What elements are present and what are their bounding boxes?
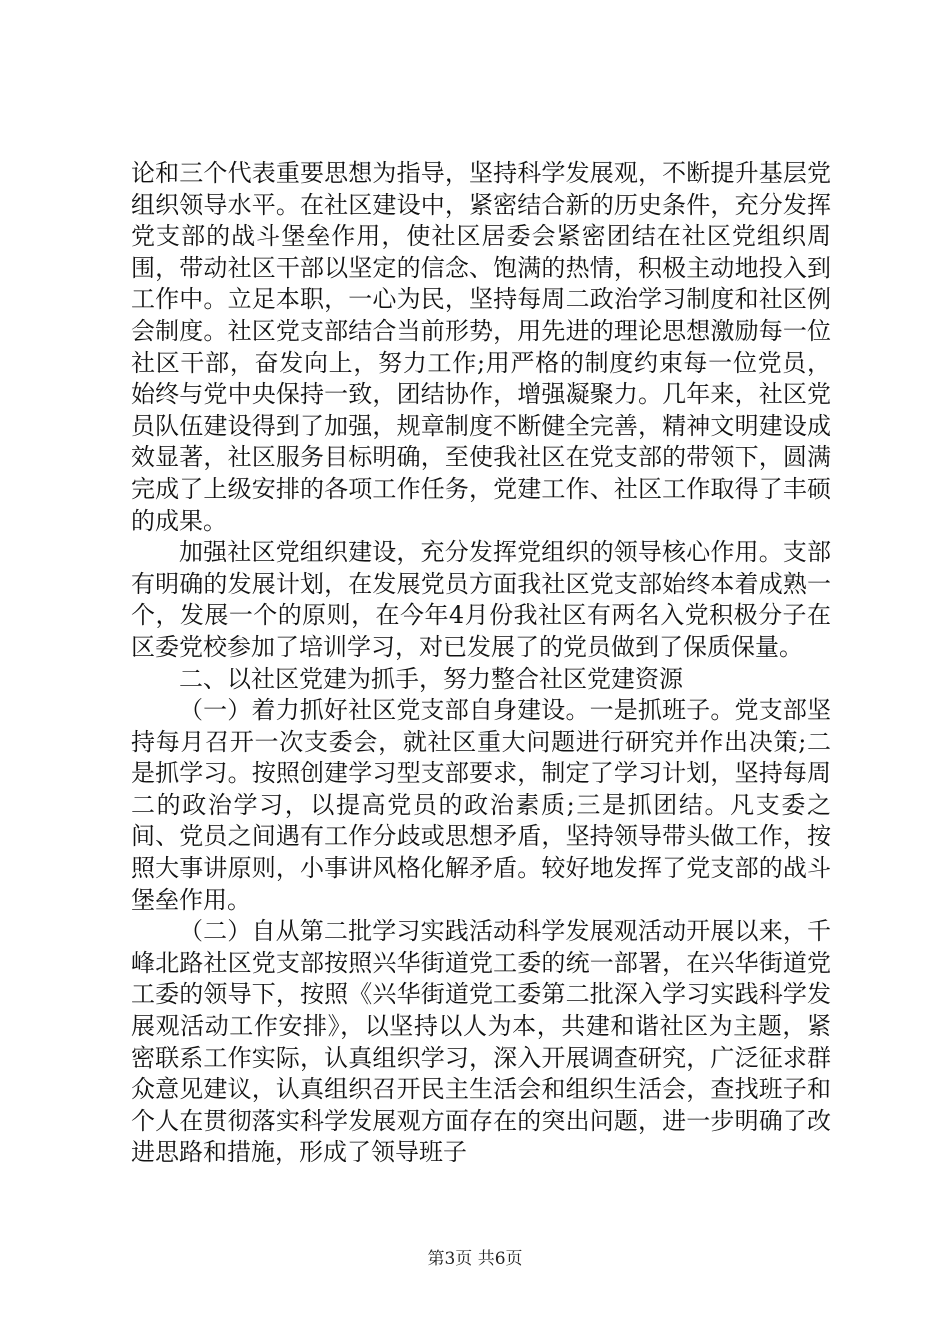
paragraph-subsection-one: （一）着力抓好社区党支部自身建设。一是抓班子。党支部坚持每月召开一次支委会，就社区重大问题进行研究并作出决策;二是抓学习。按照创建学习型支部要求，制定了学习计划，坚持每周二的政治学习，以提高党员的政治素质;三是抓团结。凡支委之间、党员之间遇有工作分歧或思想矛盾，坚持领导带头做工作，按照大事讲原则，小事讲风格化解矛盾。较好地发挥了党支部的战斗堡垒作用。 bbox=[131, 696, 831, 914]
section-heading: 二、以社区党建为抓手，努力整合社区党建资源 bbox=[179, 664, 683, 693]
page-number-footer: 第3页 共6页 bbox=[427, 1249, 523, 1269]
document-body bbox=[131, 158, 831, 1169]
paragraph-subsection-two: （二）自从第二批学习实践活动科学发展观活动开展以来，千峰北路社区党支部按照兴华街道党工委的统一部署，在兴华街道党工委的领导下，按照《兴华街道党工委第二批深入学习实践科学发展观活动工作安排》，以坚持以人为本，共建和谐社区为主题，紧密联系工作实际，认真组织学习，深入开展调查研究，广泛征求群众意见建议，认真组织召开民主生活会和组织生活会，查找班子和个人在贯彻落实科学发展观方面存在的突出问题，进一步明确了改进思路和措施，形成了领导班子 bbox=[131, 917, 831, 1167]
paragraph-continuation: 论和三个代表重要思想为指导，坚持科学发展观，不断提升基层党组织领导水平。在社区建设中，紧密结合新的历史条件，充分发挥党支部的战斗堡垒作用，使社区居委会紧密团结在社区党组织周围，带动社区干部以坚定的信念、饱满的热情，积极主动地投入到工作中。立足本职，一心为民，坚持每周二政治学习制度和社区例会制度。社区党支部结合当前形势，用先进的理论思想激励每一位社区干部，奋发向上，努力工作;用严格的制度约束每一位党员，始终与党中央保持一致，团结协作，增强凝聚力。几年来，社区党员队伍建设得到了加强，规章制度不断健全完善，精神文明建设成效显著，社区服务目标明确，至使我社区在党支部的带领下，圆满完成了上级安排的各项工作任务，党建工作、社区工作取得了丰硕的成果。 bbox=[131, 159, 831, 535]
paragraph-party-organization: 加强社区党组织建设，充分发挥党组织的领导核心作用。支部有明确的发展计划，在发展党员方面我社区党支部始终本着成熟一个，发展一个的原则，在今年4月份我社区有两名入党积极分子在区委党校参加了培训学习，对已发展了的党员做到了保质保量。 bbox=[131, 538, 831, 661]
